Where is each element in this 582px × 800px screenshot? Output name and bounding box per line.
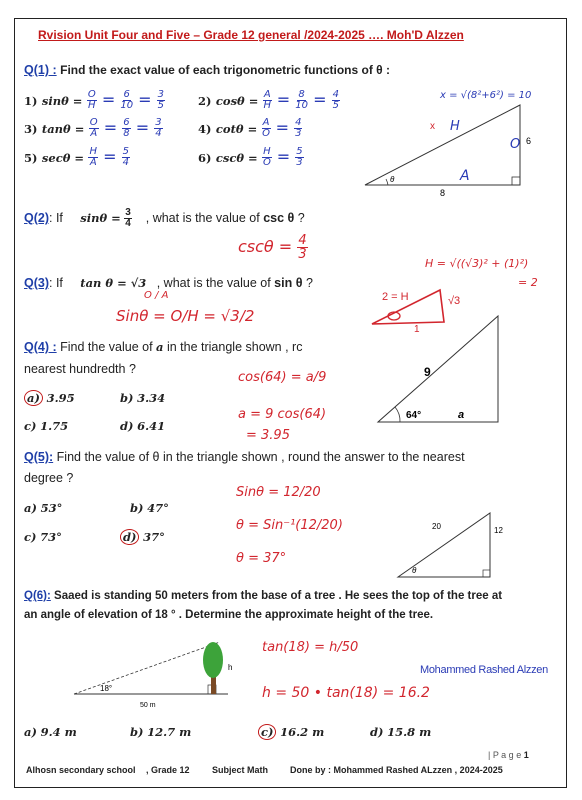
q6-hand-1: tan(18) = h/50 [262, 640, 359, 655]
q4-hyp-label: 9 [424, 365, 431, 379]
q5-choice-letter: b) [130, 501, 144, 515]
q4-side-label: a [458, 409, 465, 421]
q3-text-a: : If [49, 276, 63, 290]
q1-item-num: 1) [24, 94, 38, 108]
q2-text-b: , what is the value of [145, 210, 260, 225]
q6-choice-value: 16.2 m [280, 725, 325, 739]
q4-choice-letter: d) [120, 419, 134, 433]
q6-angle-label: 18° [100, 684, 113, 693]
q1-ans-frac-den: 4 [155, 128, 162, 139]
q1-ans-frac-den: 5 [157, 100, 165, 111]
q5-right-angle [483, 570, 490, 577]
q6-choice-letter: c) [258, 724, 276, 740]
q6-label: Q(6): [24, 590, 51, 602]
q6-height-label: h [228, 663, 233, 672]
q1-sym-frac-den: O [262, 128, 271, 139]
q1-item-answer: $\frac{A}{H}$ = $\frac{8}{10}$ = $\frac{4}{5}$ [263, 89, 339, 111]
q5-choice[interactable] [120, 530, 165, 544]
q1-ans-frac [332, 90, 340, 111]
q5-hand-2: θ = Sin⁻¹(12/20) [236, 518, 343, 533]
q4-var: a [156, 340, 164, 354]
q1-ans-frac [294, 118, 302, 139]
q4-text-b: in the triangle shown , rc [166, 340, 303, 354]
q4-triangle [378, 316, 498, 422]
q6-tree-crown [203, 642, 223, 678]
q4-label: Q(4) : [24, 340, 57, 354]
q6-choice-value: 15.8 m [387, 725, 432, 739]
q1-angle-label: θ [390, 175, 395, 184]
q5-choice-value: 37° [143, 530, 165, 544]
q4-angle-arc [395, 407, 400, 422]
q1-item-num: 5) [24, 151, 38, 165]
q5-choice-letter: d) [120, 529, 139, 545]
q2-answer-den: 3 [298, 247, 307, 262]
q1-ans-frac-num: 3 [155, 117, 162, 128]
q2-answer-frac [297, 234, 307, 261]
q5-choice-value: 53° [40, 501, 63, 515]
footer-done: Done by : Mohammed Rashed ALzzen , 2024-2025 [290, 765, 503, 775]
q6-choice-value: 9.4 m [40, 725, 77, 739]
q6-text-b: an angle of elevation of 18 ° . Determine the approximate height of the tree. [24, 609, 434, 621]
q5-choice-value: 47° [147, 501, 169, 515]
q1-side-bottom: 8 [440, 188, 446, 198]
q1-item-answer: $\frac{H}{A}$ = $\frac{5}{4}$ [89, 146, 129, 168]
q6-choice[interactable] [258, 725, 324, 739]
q1-item-num: 4) [198, 122, 212, 136]
q5-hyp-label: 20 [432, 522, 441, 531]
q1-hand-A: A [460, 168, 470, 184]
q1-triangle-diagram [350, 90, 560, 200]
q1-item-num: 6) [198, 151, 212, 165]
q2-label: Q(2) [24, 210, 49, 225]
q1-sym-frac-num: O [89, 117, 98, 128]
q1-item [24, 147, 130, 168]
q3-hand-H2: = 2 [518, 276, 538, 289]
q1-sym-frac [263, 90, 272, 111]
q1-prompt: Find the exact value of each trigonometric functions of θ : [60, 63, 390, 77]
q1-sym-frac-den: A [89, 157, 97, 168]
q1-val-frac-num: 6 [123, 117, 130, 128]
q1-ans-frac-num: 5 [296, 146, 303, 157]
q1-val-frac-num: 8 [298, 89, 305, 100]
q3-hand-sin: Sinθ = O/H = √3/2 [116, 307, 255, 325]
q3-expr: tan θ = √3 [80, 276, 147, 290]
q1-item-num: 3) [24, 122, 38, 136]
q4-text-c: nearest hundredth ? [24, 362, 136, 376]
q4-triangle-diagram [370, 310, 510, 430]
q1-item-answer: $\frac{A}{O}$ = $\frac{4}{3}$ [262, 117, 302, 139]
q1-ans-frac [157, 90, 165, 111]
footer-school: Alhosn secondary school [26, 765, 136, 775]
q1-item-fn: cscθ = [215, 151, 258, 165]
q5-choice[interactable] [130, 501, 169, 515]
q1-val-frac-den: 10 [120, 100, 134, 111]
q3-label-sqrt3: √3 [448, 295, 461, 307]
q2-answer-num: 4 [298, 233, 307, 248]
q5-choice[interactable] [24, 530, 62, 544]
q1-ans-frac-den: 3 [296, 157, 303, 168]
q1-ans-frac [122, 147, 130, 168]
q2-frac-den: 4 [125, 218, 131, 229]
q6-sight-line [74, 642, 220, 694]
q5-choice[interactable] [24, 501, 62, 515]
q3-label: Q(3) [24, 276, 49, 290]
q4-hand-2: a = 9 cos(64) [238, 407, 327, 422]
q4-angle-label: 64° [406, 410, 422, 421]
q1-ans-frac-den: 5 [332, 100, 339, 111]
q2-answer-left: cscθ = [238, 237, 293, 256]
q6-tree-diagram [70, 632, 240, 712]
q4-hand-3: = 3.95 [246, 428, 290, 443]
q3-bold: sin θ [274, 276, 303, 290]
q4-choice-letter: a) [24, 390, 43, 406]
q1-ans-frac [154, 118, 162, 139]
q4-choice[interactable] [120, 419, 165, 433]
page-label: | P a g e [488, 750, 522, 760]
q1-item-fn: cotθ = [215, 122, 258, 136]
q3-text-b: , what is the value of [156, 276, 271, 290]
q1-sym-frac-num: A [262, 117, 270, 128]
q4-choice-value: 3.34 [137, 391, 166, 405]
q1-triangle [365, 105, 520, 185]
q2-question [24, 208, 305, 229]
q1-item-answer: $\frac{O}{H}$ = $\frac{6}{10}$ = $\frac{3}{5}$ [87, 89, 165, 111]
q5-text-b: degree ? [24, 471, 74, 485]
q5-label: Q(5): [24, 450, 54, 464]
q5-hand-3: θ = 37° [236, 551, 287, 566]
q3-label-1: 1 [414, 324, 420, 332]
q3-label-2H: 2 = H [382, 291, 409, 303]
q2-text-a: : If [49, 210, 63, 225]
q6-author-signature: Mohammed Rashed Alzzen [420, 664, 548, 676]
q4-choice[interactable] [24, 391, 75, 405]
q1-sym-frac [262, 118, 271, 139]
q6-text: Saaed is standing 50 meters from the base of a tree . He sees the top of the tree at [54, 590, 503, 602]
q1-item-answer: $\frac{O}{A}$ = $\frac{6}{8}$ = $\frac{3}{4}$ [89, 117, 162, 139]
q1-angle-arc [386, 179, 388, 185]
q3-question [24, 276, 313, 290]
q1-hand-H: H [450, 119, 460, 134]
q3-hand-H: H = √((√3)² + (1)²) [425, 257, 529, 270]
page-title: Rvision Unit Four and Five – Grade 12 general /2024-2025 …. Moh'D Alzzen [38, 28, 464, 42]
q1-ans-frac-den: 3 [295, 128, 302, 139]
q5-triangle-diagram [390, 505, 520, 585]
q5-question [24, 450, 465, 464]
q4-choice-letter: c) [24, 419, 37, 433]
footer-grade: , Grade 12 [146, 765, 190, 775]
page-num: 1 [523, 750, 529, 760]
q1-val-frac-den: 8 [123, 128, 130, 139]
q3-text-c: ? [305, 276, 313, 290]
q6-choice[interactable] [370, 725, 431, 739]
q1-val-frac-den: 10 [295, 100, 308, 111]
q6-choice-value: 12.7 m [147, 725, 192, 739]
q4-question [24, 340, 302, 354]
q1-hypotenuse-note: x = √(8²+6²) = 10 [440, 90, 532, 101]
q1-val-frac [295, 90, 308, 111]
q1-hand-x: x [430, 121, 435, 132]
q3-hand-OA: O / A [144, 290, 169, 301]
q2-answer [238, 234, 308, 261]
q6-dist-label: 50 m [140, 702, 156, 709]
q1-sym-frac [87, 90, 97, 111]
q1-sym-frac-den: O [262, 157, 271, 168]
q1-item [198, 118, 302, 139]
q5-side-label: 12 [494, 526, 503, 535]
q1-ans-frac-num: 3 [157, 89, 165, 100]
q1-sym-frac-num: O [87, 89, 96, 100]
q1-label: Q(1) : [24, 63, 57, 77]
q5-text: Find the value of θ in the triangle shown , round the answer to the nearest [56, 450, 465, 464]
q6-choice-letter: d) [370, 725, 384, 739]
q1-sym-frac-num: A [263, 89, 271, 100]
q5-choice-value: 73° [40, 530, 62, 544]
q1-sym-frac-num: H [263, 146, 271, 157]
q5-hand-1: Sinθ = 12/20 [236, 485, 321, 500]
q4-choice-value: 6.41 [137, 419, 166, 433]
q1-val-frac [122, 118, 130, 139]
q1-ans-frac-num: 4 [332, 89, 339, 100]
q1-val-frac-num: 6 [123, 89, 130, 100]
q1-item [24, 90, 165, 111]
q5-choice-letter: c) [24, 530, 37, 544]
q6-choice[interactable] [24, 725, 77, 739]
q1-sym-frac [89, 118, 99, 139]
q2-text-c: ? [297, 210, 305, 225]
page-number [488, 750, 529, 760]
q4-choice[interactable] [120, 391, 165, 405]
q1-ans-frac [295, 147, 303, 168]
footer-subject: Subject Math [212, 765, 269, 775]
q4-choice[interactable] [24, 419, 68, 433]
q5-angle-label: θ [412, 566, 417, 575]
q4-hand-1: cos(64) = a/9 [238, 370, 327, 385]
q2-expr: sinθ = [80, 210, 121, 225]
q1-sym-frac-den: A [90, 128, 98, 139]
q1-item [24, 118, 163, 139]
q1-right-angle [512, 177, 520, 185]
q1-sym-frac [262, 147, 272, 168]
q2-bold: csc θ [263, 210, 295, 225]
q1-item-fn: cosθ = [215, 94, 259, 108]
q4-choice-letter: b) [120, 391, 134, 405]
q4-choice-value: 1.75 [40, 419, 69, 433]
q1-item [198, 147, 304, 168]
q1-item-fn: tanθ = [41, 122, 85, 136]
q1-sym-frac-den: H [88, 100, 96, 111]
q4-text: Find the value of [60, 340, 153, 354]
q2-fraction [124, 208, 132, 229]
q6-choice[interactable] [130, 725, 191, 739]
q1-sym-frac-den: H [263, 100, 272, 111]
q1-side-right: 6 [526, 136, 532, 146]
q6-hand-2: h = 50 • tan(18) = 16.2 [262, 685, 430, 701]
q1-hand-O: O [510, 137, 521, 152]
q1-val-frac [120, 90, 133, 111]
q6-choice-letter: a) [24, 725, 37, 739]
q1-header [24, 63, 390, 77]
q6-choice-letter: b) [130, 725, 144, 739]
q1-sym-frac [88, 147, 98, 168]
q1-item-fn: sinθ = [41, 94, 83, 108]
q1-ans-frac-num: 4 [295, 117, 302, 128]
q6-question [24, 590, 502, 602]
q1-item-fn: secθ = [41, 151, 85, 165]
q1-sym-frac-num: H [89, 146, 97, 157]
q1-ans-frac-num: 5 [122, 146, 129, 157]
q5-choice-letter: a) [24, 501, 37, 515]
q1-item [198, 90, 340, 111]
q1-item-num: 2) [198, 94, 212, 108]
q2-frac-num: 3 [125, 207, 131, 218]
q1-ans-frac-den: 4 [122, 157, 129, 168]
q4-choice-value: 3.95 [46, 391, 75, 405]
q1-item-answer: $\frac{H}{O}$ = $\frac{5}{3}$ [262, 146, 303, 168]
